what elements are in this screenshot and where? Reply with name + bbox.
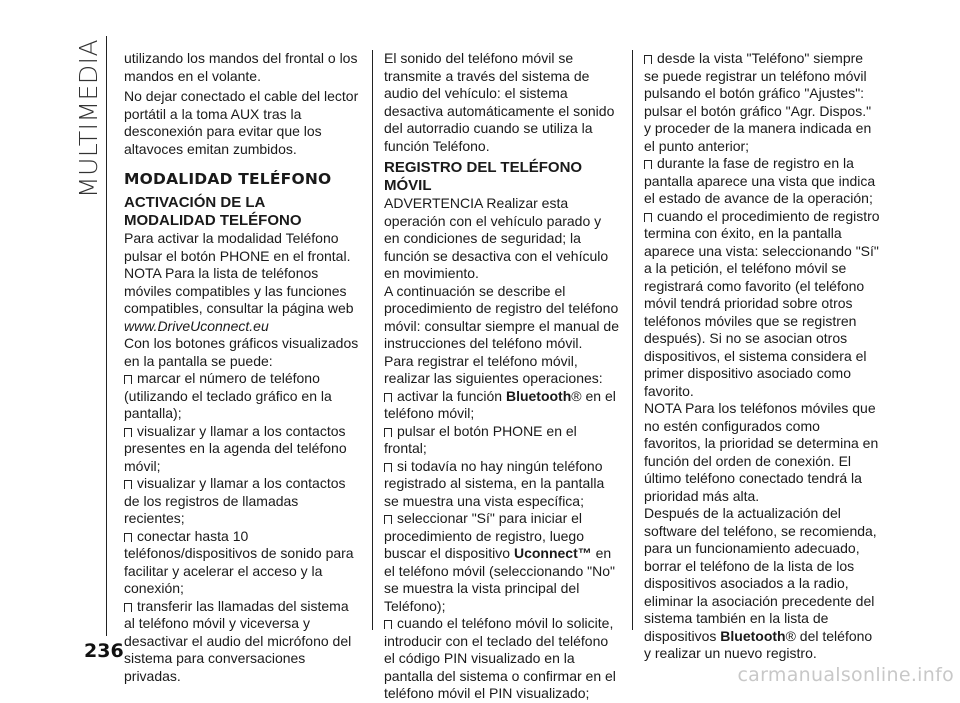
bullet-icon bbox=[384, 515, 392, 524]
list-item: cuando el teléfono móvil lo solicite, introducir con el teclado del teléfono el código PIN visualizado en la pantalla del sistema o confirmar en el teléfono móvil el PIN visualizado; bbox=[384, 615, 616, 701]
column-3 bbox=[644, 50, 880, 663]
section-rule bbox=[106, 36, 107, 636]
list-item: si todavía no hay ningún teléfono registrado al sistema, en la pantalla se muestra una vista específica; bbox=[384, 457, 605, 509]
warning-paragraph: ADVERTENCIA Realizar esta operación con el vehículo parado y en condiciones de seguridad; la función se desactiva con el vehículo en movimiento. bbox=[384, 195, 609, 281]
bullet-icon bbox=[644, 213, 652, 222]
column-divider-1 bbox=[372, 50, 373, 630]
paragraph: Después de la actualización del software del teléfono, se recomienda, para un funcionamiento adecuado, borrar el teléfono de la lista de los dispositivos asociados a la radio, eliminar la asociación precedente del sistema también en la lista de dispositivos Bluetooth® del teléfono y realizar un nuevo registro. bbox=[644, 505, 877, 661]
section-label: MULTIMEDIA bbox=[74, 38, 103, 198]
list-item: visualizar y llamar a los contactos de los registros de llamadas recientes; bbox=[124, 475, 346, 526]
list-item: marcar el número de teléfono (utilizando el teclado gráfico en la pantalla); bbox=[124, 370, 332, 421]
list-item: seleccionar "Sí" para iniciar el procedimiento de registro, luego buscar el dispositivo Uconnect™ en el teléfono móvil (seleccionando "No" se muestra la vista principal del Teléfono); bbox=[384, 510, 615, 614]
note-paragraph: NOTA Para la lista de teléfonos móviles compatibles y las funciones compatibles, consultar la página web bbox=[124, 265, 354, 316]
column-1 bbox=[124, 50, 360, 685]
paragraph: A continuación se describe el procedimiento de registro del teléfono móvil: consultar siempre el manual de instrucciones del teléfono móvil. bbox=[384, 282, 619, 351]
section-heading: MODALIDAD TELÉFONO bbox=[124, 170, 332, 188]
bullet-icon bbox=[644, 55, 652, 64]
watermark: carmanualsonline.info bbox=[737, 664, 954, 686]
column-2 bbox=[384, 50, 620, 703]
list-item: activar la función Bluetooth® en el teléfono móvil; bbox=[384, 387, 616, 421]
bullet-icon bbox=[124, 533, 132, 542]
bullet-icon bbox=[124, 375, 132, 384]
bullet-icon bbox=[644, 160, 652, 169]
paragraph: El sonido del teléfono móvil se transmite a través del sistema de audio del vehículo: el sistema desactiva automáticamente el sonido del autorradio cuando se utiliza la función Teléfono. bbox=[384, 50, 615, 154]
list-item: desde la vista "Teléfono" siempre se puede registrar un teléfono móvil pulsando el botón gráfico "Ajustes": pulsar el botón gráfico "Agr. Dispos." y proceder de la manera indicada en el punto anterior; bbox=[644, 50, 872, 154]
bullet-icon bbox=[384, 463, 392, 472]
paragraph: Para registrar el teléfono móvil, realizar las siguientes operaciones: bbox=[384, 352, 603, 386]
bullet-icon bbox=[124, 603, 132, 612]
list-item: visualizar y llamar a los contactos presentes en la agenda del teléfono móvil; bbox=[124, 422, 347, 474]
list-item: transferir las llamadas del sistema al teléfono móvil y viceversa y desactivar el audio del micrófono del sistema para conversaciones privadas. bbox=[124, 597, 352, 684]
website-link[interactable]: www.DriveUconnect.eu bbox=[124, 317, 269, 334]
subheading: ACTIVACIÓN DE LA MODALIDAD TELÉFONO bbox=[124, 194, 302, 229]
list-item: durante la fase de registro en la pantalla aparece una vista que indica el estado de avance de la operación; bbox=[644, 155, 876, 206]
bullet-icon bbox=[384, 428, 392, 437]
column-divider-2 bbox=[632, 50, 633, 630]
note-paragraph: NOTA Para los teléfonos móviles que no estén configurados como favoritos, la prioridad se determina en función del orden de conexión. El último teléfono conectado tendrá la prioridad más alta. bbox=[644, 400, 879, 504]
bullet-icon bbox=[124, 428, 132, 437]
page-number: 236 bbox=[84, 640, 124, 662]
list-item: conectar hasta 10 teléfonos/dispositivos de sonido para facilitar y acelerar el acceso y la conexión; bbox=[124, 527, 354, 596]
paragraph: Con los botones gráficos visualizados en la pantalla se puede: bbox=[124, 335, 359, 369]
bullet-icon bbox=[124, 480, 132, 489]
subheading: REGISTRO DEL TELÉFONO MÓVIL bbox=[384, 159, 583, 194]
bullet-icon bbox=[384, 620, 392, 629]
list-item: cuando el procedimiento de registro termina con éxito, en la pantalla aparece una vista: seleccionando "Sí" a la petición, el teléfono móvil se registrará como favorito (el teléfono móvil tendrá prioridad sobre otros teléfonos móviles que se registren después). Si no se asocian otros dispositivos, el sistema considera el primer dispositivo asociado como favorito. bbox=[644, 207, 880, 399]
paragraph: Para activar la modalidad Teléfono pulsar el botón PHONE en el frontal. bbox=[124, 230, 351, 264]
list-item: pulsar el botón PHONE en el frontal; bbox=[384, 422, 577, 456]
bullet-icon bbox=[384, 393, 392, 402]
paragraph: No dejar conectado el cable del lector portátil a la toma AUX tras la desconexión para evitar que los altavoces emitan zumbidos. bbox=[124, 88, 359, 157]
paragraph: utilizando los mandos del frontal o los mandos en el volante. bbox=[124, 50, 358, 84]
